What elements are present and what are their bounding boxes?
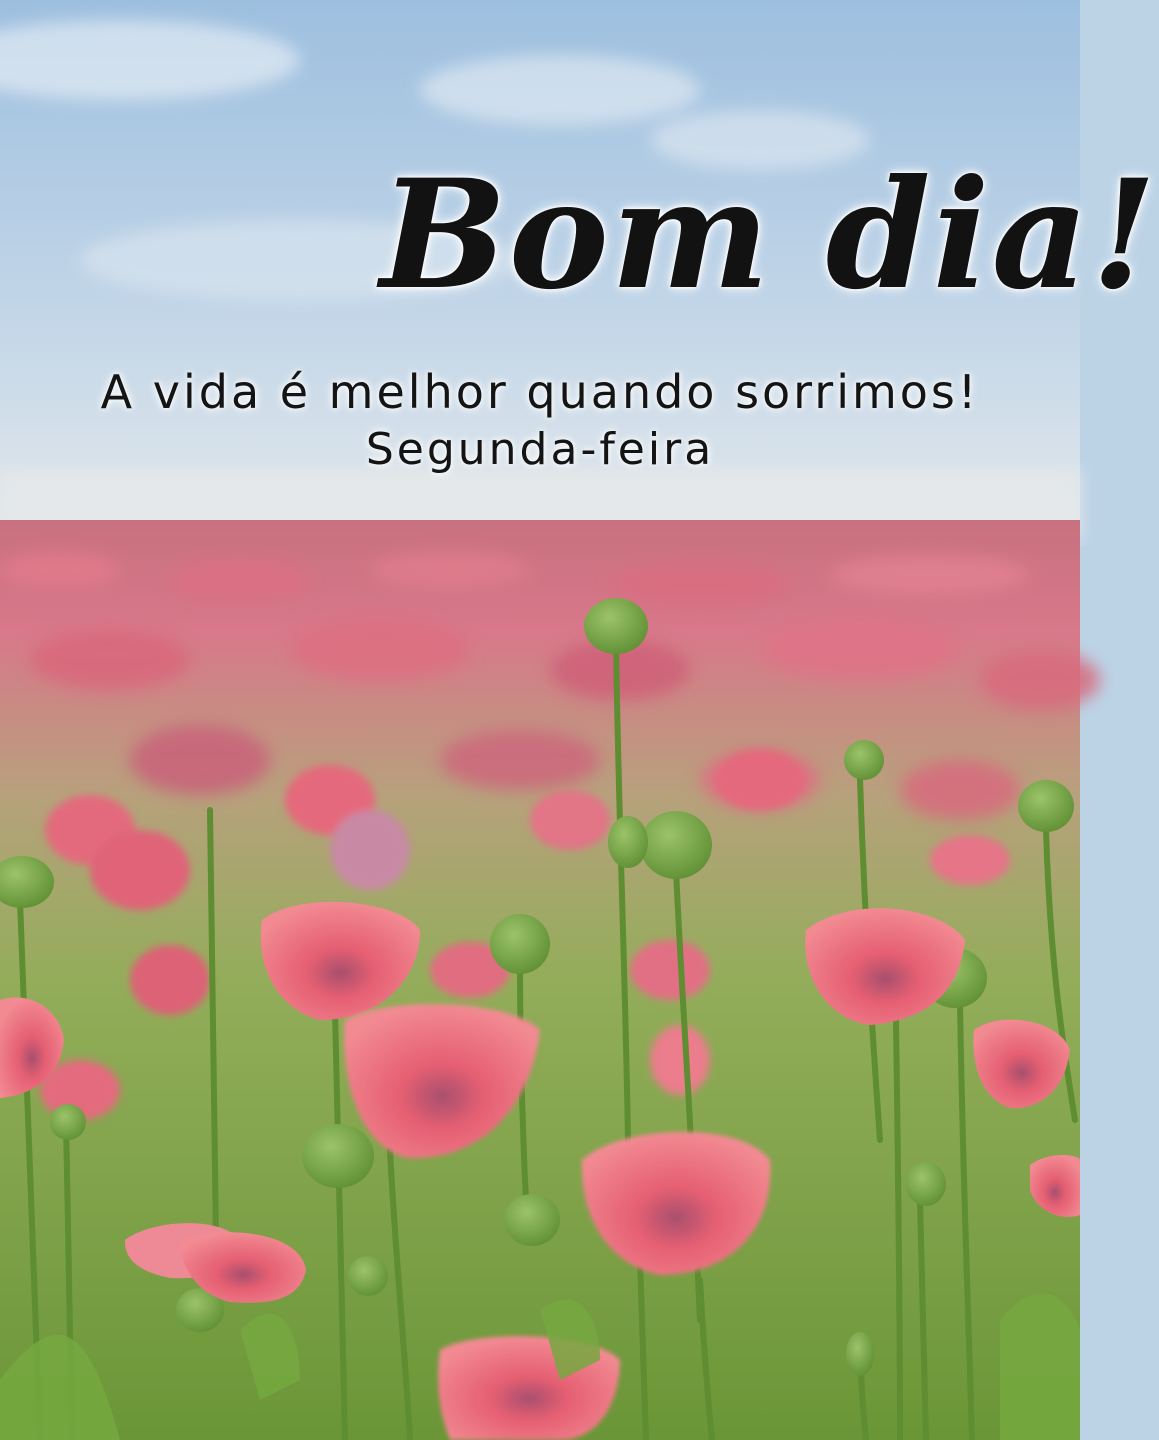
message-text: A vida é melhor quando sorrimos!: [100, 365, 980, 419]
weekday-label: Segunda-feira: [365, 424, 715, 475]
greeting-title: Bom dia!: [380, 147, 1159, 323]
